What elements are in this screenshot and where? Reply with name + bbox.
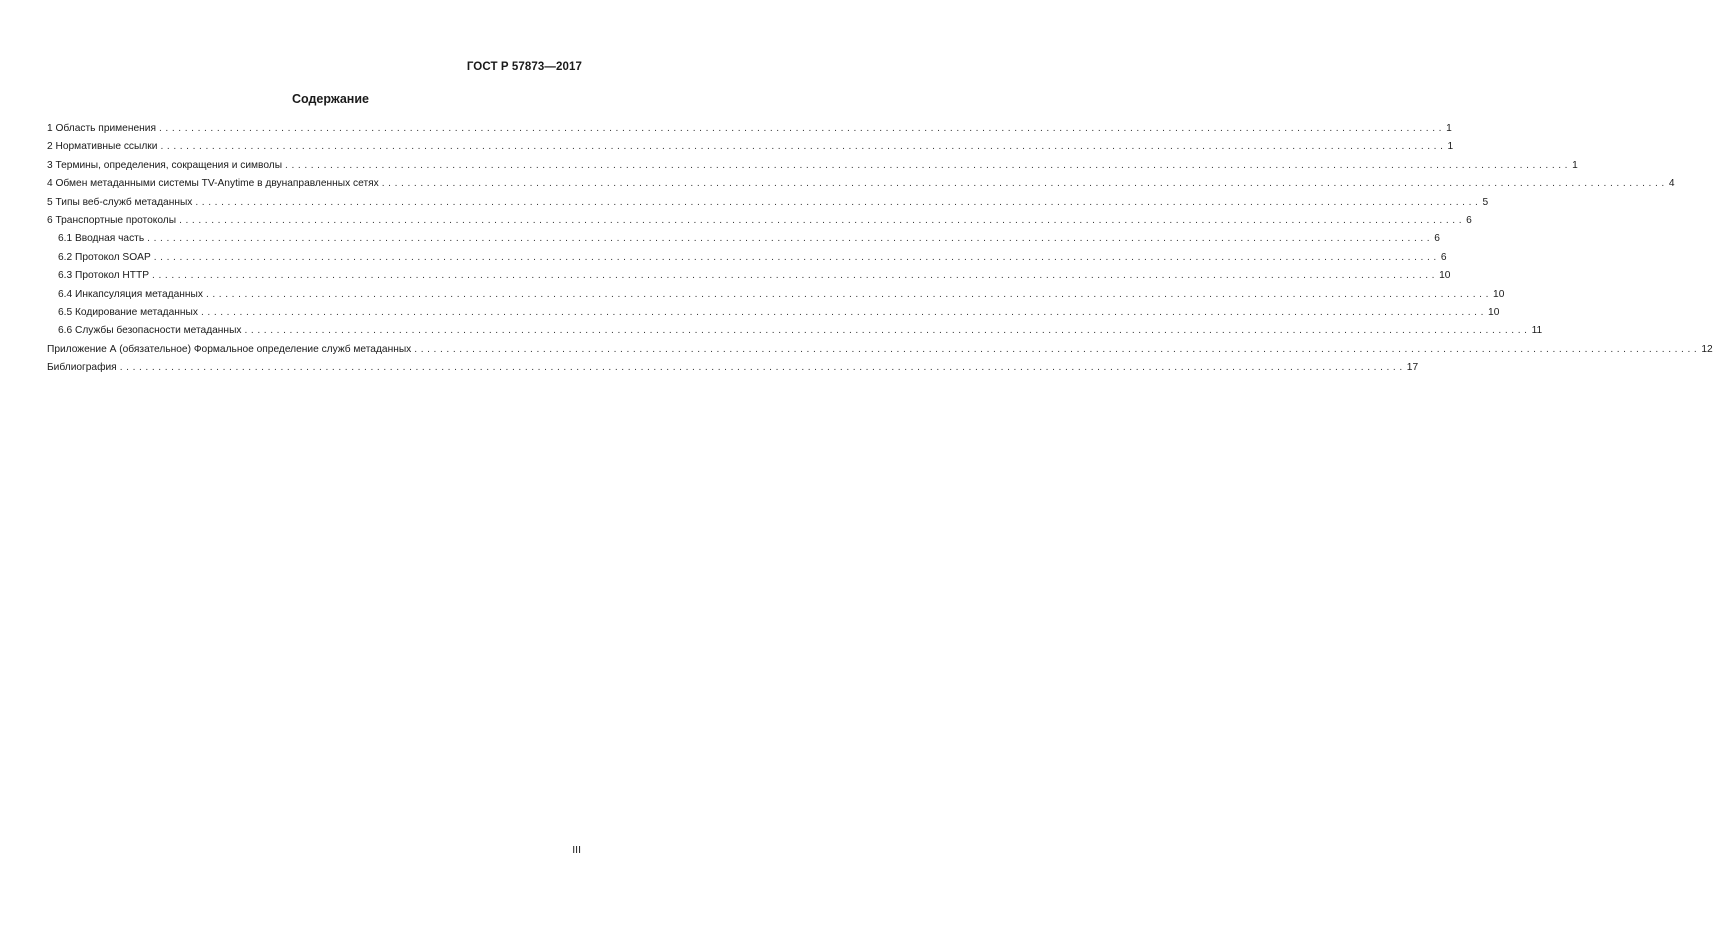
toc-leader-dots: ........................................................................................................................................................................................................ [119,362,1406,374]
toc-leader-dots: ........................................................................................................................................................................................................ [160,141,1447,153]
toc-entry[interactable] [47,362,1419,380]
toc-leader-dots: ........................................................................................................................................................................................................ [179,214,1466,226]
toc-entry[interactable] [47,214,1472,233]
toc-entry-label: Библиография [47,362,117,374]
toc-leader-dots: ........................................................................................................................................................................................................ [381,178,1668,190]
toc-entry-label: 6.2 Протокол SOAP [58,251,151,263]
toc-leader-dots: ........................................................................................................................................................................................................ [414,343,1701,355]
toc-entry-page: 1 [1572,159,1578,171]
toc-entry-page: 6 [1440,251,1447,263]
toc-entry[interactable] [47,159,1578,178]
toc-leader-dots: ........................................................................................................................................................................................................ [200,306,1488,318]
toc-subentry[interactable] [47,288,1505,307]
toc-entry-label: 6.5 Кодирование метаданных [58,306,198,318]
standard-code: ГОСТ Р 57873—2017 [466,61,582,73]
toc-entry[interactable] [47,343,1713,362]
table-of-contents [47,123,1713,380]
toc-entry-label: 4 Обмен метаданными системы TV-Anytime в двунаправленных сетях [47,178,379,190]
toc-leader-dots: ........................................................................................................................................................................................................ [158,123,1446,134]
toc-subentry[interactable] [47,325,1543,343]
toc-subentry[interactable] [47,233,1440,251]
toc-entry-label: 1 Область применения [47,123,156,134]
toc-entry-page: 6 [1434,233,1440,245]
page-number: III [572,844,581,856]
toc-entry-label: 6.3 Протокол HTTP [58,270,150,282]
toc-subentry[interactable] [47,251,1447,270]
toc-leader-dots: ........................................................................................................................................................................................................ [152,270,1439,282]
toc-entry-label: 6.1 Вводная часть [58,233,145,245]
toc-leader-dots: ........................................................................................................................................................................................................ [244,325,1531,337]
toc-subentry[interactable] [47,306,1500,325]
toc-entry-page: 10 [1493,288,1505,300]
toc-entry-page: 1 [1447,141,1454,153]
toc-entry[interactable] [47,178,1675,196]
toc-entry[interactable] [47,123,1452,141]
toc-entry-page: 12 [1701,343,1713,355]
toc-entry[interactable] [47,196,1489,215]
toc-entry-label: 5 Типы веб-служб метаданных [47,196,193,208]
toc-entry-page: 1 [1446,123,1452,134]
toc-leader-dots: ........................................................................................................................................................................................................ [153,251,1440,263]
toc-entry-page: 10 [1439,270,1451,282]
toc-entry-label: 3 Термины, определения, сокращения и символы [47,159,283,171]
toc-entry-page: 17 [1406,362,1419,374]
toc-entry-label: 6.6 Службы безопасности метаданных [58,325,242,337]
toc-subentry[interactable] [47,270,1451,288]
toc-entry-page: 6 [1466,214,1472,226]
toc-entry-page: 10 [1488,306,1500,318]
toc-leader-dots: ........................................................................................................................................................................................................ [205,288,1493,300]
toc-entry-page: 5 [1482,196,1489,208]
toc-entry-label: 6.4 Инкапсуляция метаданных [58,288,203,300]
toc-entry-label: 2 Нормативные ссылки [47,141,158,153]
toc-leader-dots: ........................................................................................................................................................................................................ [285,159,1572,171]
toc-entry[interactable] [47,141,1454,159]
toc-leader-dots: ........................................................................................................................................................................................................ [147,233,1434,245]
toc-entry-label: 6 Транспортные протоколы [47,214,177,226]
toc-entry-page: 4 [1668,178,1675,190]
toc-entry-page: 11 [1531,325,1543,337]
toc-entry-label: Приложение А (обязательное) Формальное определение служб метаданных [47,343,412,355]
toc-leader-dots: ........................................................................................................................................................................................................ [195,196,1482,208]
toc-title: Содержание [291,92,369,106]
